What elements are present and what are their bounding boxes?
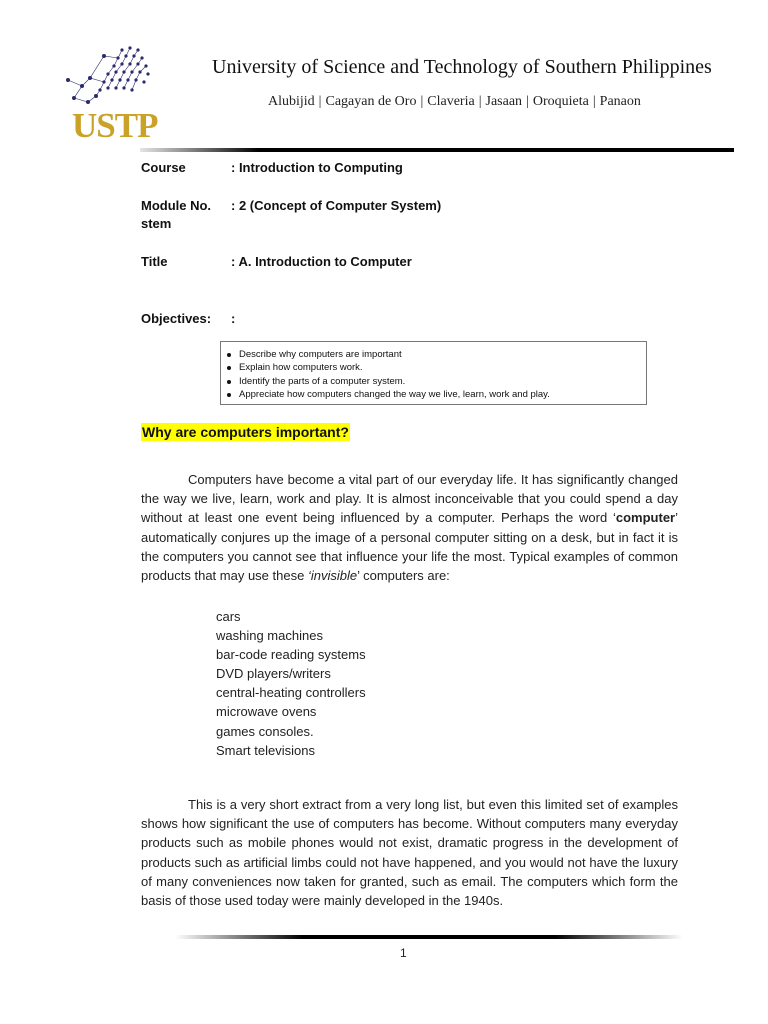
list-item: bar-code reading systems <box>216 647 366 663</box>
list-item: washing machines <box>216 628 323 644</box>
objectives-box <box>220 341 647 405</box>
title-value: : A. Introduction to Computer <box>231 254 412 269</box>
campus-separator: | <box>420 94 424 109</box>
campus-name: Claveria <box>427 94 475 109</box>
header-divider <box>140 148 734 152</box>
campus-separator: | <box>592 94 596 109</box>
paragraph-text: ’ automatically conjures up the image of a personal computer sitting on a desk, but in fact it is the computers you cannot see that influence your life the most. Typical examples of common products that may use these <box>141 510 678 584</box>
paragraph-text: Computers have become a vital part of our everyday life. It has significantly changed the way we live, learn, work and play. It is almost inconceivable that you could spend a day without at least one event being influenced by a computer. Perhaps the word ‘ <box>141 472 678 526</box>
list-item: cars <box>216 609 241 624</box>
objectives-label: Objectives: <box>141 311 212 326</box>
course-label: Course <box>141 160 186 175</box>
list-item: microwave ovens <box>216 704 317 720</box>
emphasis-computer: computer <box>615 510 676 526</box>
campus-separator: | <box>526 94 529 109</box>
logo-text: USTP <box>72 106 158 145</box>
campus-name: Alubijid <box>268 94 315 109</box>
module-label-continued: stem <box>141 216 172 231</box>
intro-paragraph <box>141 470 678 585</box>
paragraph-text: ’ computers are: <box>357 568 450 584</box>
page-number: 1 <box>400 946 407 960</box>
course-value: : Introduction to Computing <box>231 160 403 175</box>
campus-separator: | <box>478 94 482 109</box>
footer-divider <box>175 935 683 939</box>
summary-paragraph: This is a very short extract from a very long list, but even this limited set of examples shows how significant the use of computers has become. Without computers many everyday products such as mobile phones would not exist, dramatic progress in the development of products such as artificial limbs could not have happened, and you would not have the luxury of many conveniences now taken for granted, such as email. The computers which form the basis of those used today were mainly developed in the 1940s. <box>141 797 678 909</box>
module-value: : 2 (Concept of Computer System) <box>231 198 442 213</box>
list-item: games consoles. <box>216 723 314 739</box>
title-label: Title <box>141 254 168 269</box>
objectives-value: : <box>231 311 236 326</box>
university-name: University of Science and Technology of Southern Philippines <box>212 56 712 78</box>
campus-name: Panaon <box>599 94 641 109</box>
objective-item: Identify the parts of a computer system. <box>227 375 646 388</box>
examples-list <box>216 607 366 760</box>
university-logo <box>60 42 170 152</box>
campus-separator: | <box>318 94 322 109</box>
objective-item: Explain how computers work. <box>227 361 646 374</box>
emphasis-invisible: ‘invisible <box>307 568 358 584</box>
campus-name: Jasaan <box>485 94 523 109</box>
module-label: Module No. <box>141 198 212 213</box>
objective-item: Appreciate how computers changed the way we live, learn, work and play. <box>227 388 646 401</box>
network-graphic-icon <box>60 42 170 112</box>
section-heading: Why are computers important? <box>142 424 349 440</box>
campus-name: Oroquieta <box>532 94 589 109</box>
objective-item: Describe why computers are important <box>227 348 646 361</box>
campus-name: Cagayan de Oro <box>325 94 417 109</box>
list-item: central-heating controllers <box>216 685 366 701</box>
campus-list <box>268 94 641 110</box>
list-item: DVD players/writers <box>216 666 331 682</box>
list-item: Smart televisions <box>216 742 315 758</box>
